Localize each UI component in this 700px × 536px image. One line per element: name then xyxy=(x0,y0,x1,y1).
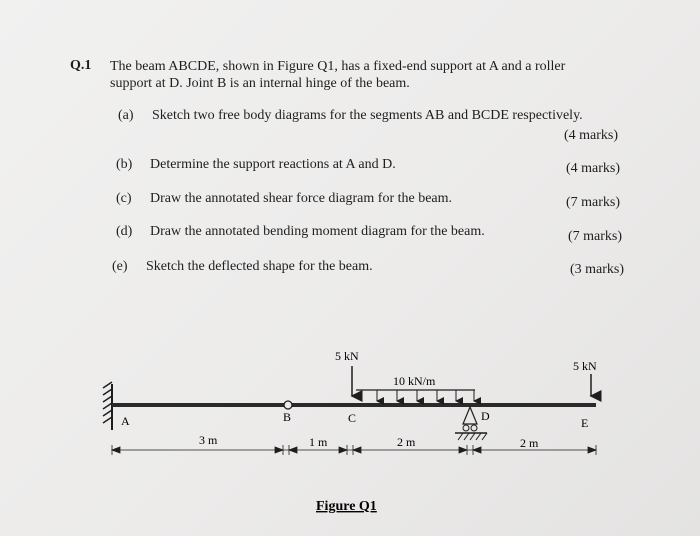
hinge-b xyxy=(284,401,292,409)
part-a-marks: (4 marks) xyxy=(564,128,619,143)
dim-de: 2 m xyxy=(520,436,539,450)
udl-load xyxy=(356,390,475,401)
dim-ab: 3 m xyxy=(199,433,218,447)
label-c: C xyxy=(348,411,357,425)
point-load-c-label: 5 kN xyxy=(335,349,359,363)
intro-line-1: The beam ABCDE, shown in Figure Q1, has a fixed-end support at A and a roller xyxy=(110,59,566,74)
part-b-label: (b) xyxy=(116,157,133,172)
label-b: B xyxy=(283,410,292,424)
question-number: Q.1 xyxy=(70,58,92,73)
label-e: E xyxy=(581,416,589,430)
part-c-text: Draw the annotated shear force diagram for the beam. xyxy=(150,191,453,206)
part-e-label: (e) xyxy=(112,259,128,274)
part-c-label: (c) xyxy=(116,191,132,206)
part-d-marks: (7 marks) xyxy=(568,229,623,244)
label-d: D xyxy=(481,409,490,423)
part-b-text: Determine the support reactions at A and D. xyxy=(150,157,396,172)
dim-bc: 1 m xyxy=(309,435,328,449)
beam xyxy=(112,403,596,407)
udl-label: 10 kN/m xyxy=(393,374,436,388)
part-e-text: Sketch the deflected shape for the beam. xyxy=(146,259,373,274)
label-a: A xyxy=(121,414,130,428)
part-c-marks: (7 marks) xyxy=(566,195,621,210)
part-d-text: Draw the annotated bending moment diagram for the beam. xyxy=(150,224,485,239)
intro-line-2: support at D. Joint B is an internal hinge of the beam. xyxy=(110,76,410,91)
fixed-support-a xyxy=(103,382,112,430)
part-a-label: (a) xyxy=(118,108,134,123)
part-b-marks: (4 marks) xyxy=(566,161,621,176)
part-e-marks: (3 marks) xyxy=(570,262,625,277)
part-a-text: Sketch two free body diagrams for the segments AB and BCDE respectively. xyxy=(152,108,583,123)
dim-cd: 2 m xyxy=(397,435,416,449)
figure-caption: Figure Q1 xyxy=(316,499,377,514)
point-load-e-label: 5 kN xyxy=(573,359,597,373)
part-d-label: (d) xyxy=(116,224,133,239)
